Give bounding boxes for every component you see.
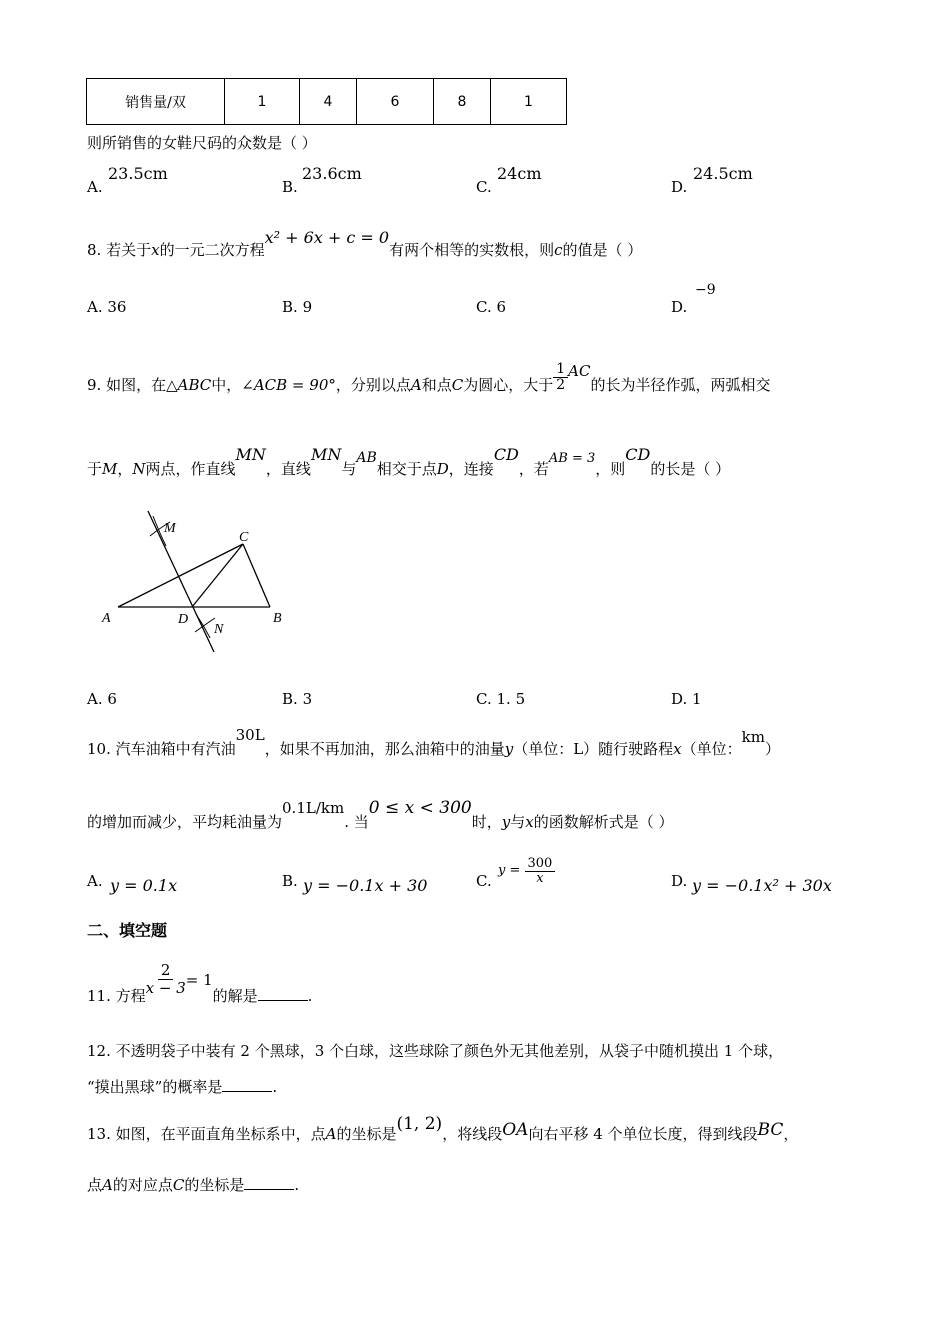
fraction: $\frac{1}{2}$ xyxy=(553,362,568,394)
option-label: D. xyxy=(671,872,688,890)
option-label: D. 1 xyxy=(671,690,702,708)
question-13-line2: 点A的对应点C的坐标是 . xyxy=(87,1176,300,1194)
question-10-stem-line2: 的增加而减少，平均耗油量为0.1L/km. 当0 ≤ x < 300时，y与x的函数解析式是（ ） xyxy=(87,798,674,831)
option-label: A. 36 xyxy=(87,298,127,316)
option-value: y = 0.1x xyxy=(110,876,178,895)
question-10-stem: 10. 汽车油箱中有汽油30L，如果不再加油，那么油箱中的油量y（单位：L）随行驶路程x（单位：km） xyxy=(87,726,780,758)
answer-blank xyxy=(258,986,308,1001)
option-value: y = −0.1x + 30 xyxy=(303,876,428,895)
option-label: C. 6 xyxy=(476,298,507,316)
label-N: N xyxy=(214,622,224,637)
option-label: B. 9 xyxy=(282,298,313,316)
question-7-stem: 则所销售的女鞋尺码的众数是（ ） xyxy=(87,134,317,152)
answer-blank xyxy=(244,1175,294,1190)
equation: x² + 6x + c = 0 xyxy=(264,228,390,247)
option-label: B. xyxy=(282,178,298,196)
question-9-stem: 9. 如图，在△ABC中，∠ACB = 90°，分别以点A和点C为圆心，大于 $\frac{1}{2}$ AC的长为半径作弧，两弧相交 xyxy=(87,361,771,394)
option-label: C. xyxy=(476,872,492,890)
label-M: M xyxy=(164,521,176,536)
label-B: B xyxy=(273,611,282,626)
table-cell: 6 xyxy=(357,79,434,125)
table-cell: 8 xyxy=(434,79,491,125)
option-value: 24cm xyxy=(497,164,542,183)
question-9-stem-line2: 于M，N两点，作直线MN，直线MN与AB相交于点D，连接CD，若AB = 3，则CD的长是（ ） xyxy=(87,445,731,478)
option-value: 23.6cm xyxy=(302,164,362,183)
option-value: 23.5cm xyxy=(108,164,168,183)
option-value: y = $\frac{300}{x}$ xyxy=(498,857,555,887)
option-label: D. xyxy=(671,178,688,196)
table-header-cell: 销售量/双 xyxy=(87,79,225,125)
option-value: −9 xyxy=(695,282,716,298)
option-label: A. xyxy=(87,872,103,890)
option-label: A. xyxy=(87,178,103,196)
question-12-line1: 12. 不透明袋子中装有 2 个黑球，3 个白球，这些球除了颜色外无其他差别，从袋子中随机摸出 1 个球， xyxy=(87,1042,784,1060)
fraction: $\frac{2}{x - 3}$ xyxy=(145,961,186,997)
option-label: D. xyxy=(671,298,688,316)
question-13-stem: 13. 如图，在平面直角坐标系中，点A的坐标是(1, 2)，将线段OA向右平移 4 个单位长度，得到线段BC， xyxy=(87,1114,799,1143)
section-title: 二、填空题 xyxy=(87,921,168,940)
table-cell: 4 xyxy=(300,79,357,125)
option-label: A. 6 xyxy=(87,690,117,708)
table-row xyxy=(87,79,567,125)
question-8-stem: 8. 若关于x的一元二次方程x² + 6x + c = 0有两个相等的实数根，则c的值是（ ） xyxy=(87,228,643,259)
option-label: C. xyxy=(476,178,492,196)
label-C: C xyxy=(239,530,249,545)
question-12-line2: “摸出黑球”的概率是 . xyxy=(87,1078,278,1096)
option-value: y = −0.1x² + 30x xyxy=(692,876,832,895)
triangle-figure xyxy=(100,508,300,658)
label-D: D xyxy=(178,612,189,627)
label-A: A xyxy=(102,611,111,626)
table-cell: 1 xyxy=(491,79,567,125)
answer-blank xyxy=(222,1077,272,1092)
option-label: C. 1. 5 xyxy=(476,690,526,708)
option-label: B. 3 xyxy=(282,690,313,708)
question-11: 11. 方程 $\frac{2}{x - 3}$ = 1的解是 . xyxy=(87,961,313,1005)
sales-table xyxy=(86,78,567,125)
table-cell: 1 xyxy=(225,79,300,125)
option-value: 24.5cm xyxy=(693,164,753,183)
option-label: B. xyxy=(282,872,298,890)
